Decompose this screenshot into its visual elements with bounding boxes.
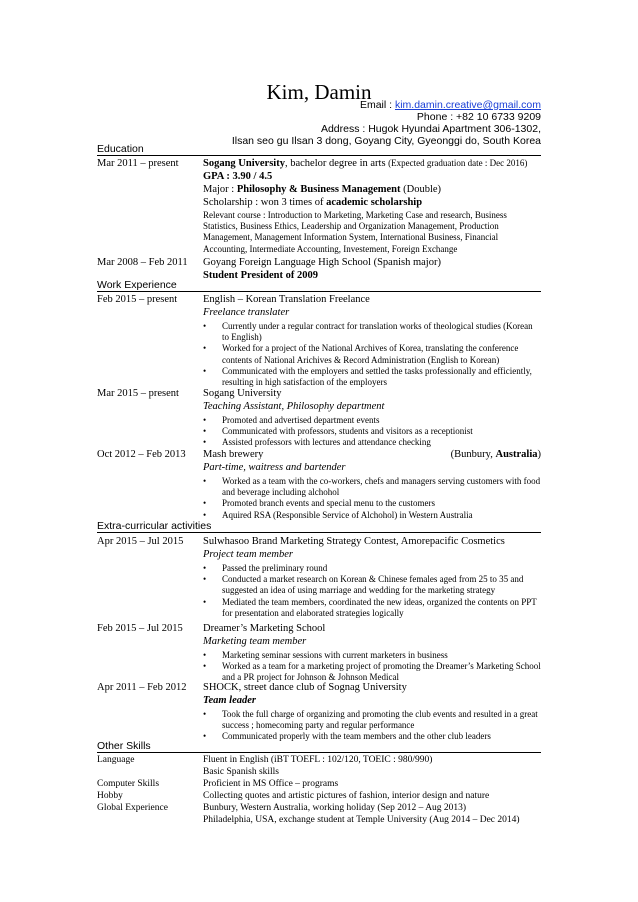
section-education-heading: Education [97, 143, 541, 156]
education-1-content [203, 157, 541, 255]
extra-2-date: Feb 2015 – Jul 2015 [97, 623, 183, 634]
location: (Bunbury, Australia) [450, 449, 541, 460]
bullet-item: • Communicated with the employers and settled the tasks professionally and efficiently, resulting in high satisfaction of the employers [203, 366, 541, 388]
bullet-item: • Promoted and advertised department events [203, 415, 541, 426]
activity-role: Team leader [203, 695, 256, 706]
extra-1-date: Apr 2015 – Jul 2015 [97, 536, 184, 547]
global-experience-australia: Bunbury, Western Australia, working holiday (Sep 2012 – Aug 2013) [203, 803, 467, 813]
language-label: Language [97, 755, 135, 765]
hobby-content: Collecting quotes and artistic pictures of fashion, interior design and nature [203, 791, 490, 801]
activity-role: Project team member [203, 549, 293, 560]
school-name: Goyang Foreign Language High School (Spanish major) [203, 257, 441, 268]
address-line-2: Ilsan seo gu Ilsan 3 dong, Goyang City, Gyeonggi do, South Korea [231, 135, 541, 147]
organization: Sogang University [203, 388, 282, 399]
gpa: GPA : 3.90 / 4.5 [203, 171, 273, 182]
organization: Sulwhasoo Brand Marketing Strategy Contest, Amorepacific Cosmetics [203, 536, 505, 547]
organization: English – Korean Translation Freelance [203, 294, 370, 305]
job-role: Teaching Assistant, Philosophy department [203, 401, 385, 412]
bullet-item: • Worked as a team for a marketing project of promoting the Dreamer’s Marketing School and a PR project for Johnson & Johnson Medical [203, 661, 541, 683]
work-1-content [203, 293, 541, 388]
bullet-item: • Aquired RSA (Responsible Service of Alchohol) in Western Australia [203, 510, 541, 521]
section-work-heading: Work Experience [97, 279, 541, 292]
bullet-item: • Assisted professors with lectures and attendance checking [203, 437, 541, 448]
extra-3-content [203, 681, 541, 743]
section-skills-heading: Other Skills [97, 740, 541, 753]
extra-1-content [203, 535, 541, 619]
graduation-date: (Expected graduation date : Dec 2016) [388, 158, 528, 168]
language-english: Fluent in English (iBT TOEFL : 102/120, TOEIC : 980/990) [203, 755, 433, 765]
organization: Mash brewery [203, 449, 264, 460]
bullet-item: • Marketing seminar sessions with current marketers in business [203, 650, 541, 661]
bullet-item: • Promoted branch events and special menu to the customers [203, 498, 541, 509]
education-1-date: Mar 2011 – present [97, 158, 179, 169]
work-3-date: Oct 2012 – Feb 2013 [97, 449, 186, 460]
global-experience-content [203, 803, 541, 826]
bullet-item: • Worked as a team with the co-workers, chefs and managers serving customers with food and beverage including alchohol [203, 476, 541, 498]
email-label: Email : [359, 99, 395, 111]
organization: SHOCK, street dance club of Sognag University [203, 682, 407, 693]
resume-name: Kim, Damin [266, 80, 372, 104]
student-role: Student President of 2009 [203, 270, 319, 281]
email-link[interactable]: kim.damin.creative@gmail.com [394, 99, 541, 111]
major: Major : Philosophy & Business Management (Double) [203, 184, 442, 195]
job-role: Part-time, waitress and bartender [203, 462, 346, 473]
address-line-1: Address : Hugok Hyundai Apartment 306-1302, [320, 123, 541, 135]
organization: Dreamer’s Marketing School [203, 623, 326, 634]
work-2-date: Mar 2015 – present [97, 388, 179, 399]
phone-line: Phone : +82 10 6733 9209 [416, 111, 541, 123]
computer-skills-content: Proficient in MS Office – programs [203, 779, 339, 789]
job-role: Freelance translater [203, 307, 290, 318]
bullet-item: • Conducted a market research on Korean & Chinese females aged from 25 to 35 and suggested an idea of using marriage and wedding for the marketing strategy [203, 574, 541, 596]
extra-2-content [203, 622, 541, 684]
work-3-content [203, 448, 541, 521]
bullet-item: • Took the full charge of organizing and promoting the club events and resulted in a great success ; homecoming party and regular performance [203, 709, 541, 731]
work-1-date: Feb 2015 – present [97, 294, 178, 305]
activity-role: Marketing team member [203, 636, 307, 647]
bullet-item: • Currently under a regular contract for translation works of theological studies (Korean to English) [203, 321, 541, 343]
education-2-date: Mar 2008 – Feb 2011 [97, 257, 188, 268]
bullet-item: • Communicated properly with the team members and the other club leaders [203, 731, 541, 742]
bullet-item: • Passed the preliminary round [203, 563, 541, 574]
scholarship: Scholarship : won 3 times of academic scholarship [203, 197, 423, 208]
language-spanish: Basic Spanish skills [203, 766, 280, 777]
relevant-courses: Relevant course : Introduction to Marketing, Marketing Case and research, Business Statistics, Business Ethics, Leadership and Organization Management, Production Management, Management Information System, International Business, Financial Accounting, Intermediate Accounting, Investement, Foreign Exchange [203, 210, 507, 254]
bullet-item: • Communicated with professors, students and visitors as a receptionist [203, 426, 541, 437]
global-experience-usa: Philadelphia, USA, exchange student at Temple University (Aug 2014 – Dec 2014) [203, 814, 520, 825]
school-name: Sogang University [203, 158, 285, 169]
bullet-item: • Worked for a project of the National Archives of Korea, translating the conference contents of National Arichives & Record Administration (English to Korean) [203, 343, 541, 365]
computer-skills-label: Computer Skills [97, 779, 160, 789]
bullet-item: • Mediated the team members, coordinated the new ideas, organized the contents on PPT for presentation and elaborated strategies logically [203, 597, 541, 619]
degree: , bachelor degree in arts [284, 158, 389, 169]
language-content [203, 755, 541, 778]
work-2-content [203, 387, 541, 449]
hobby-label: Hobby [97, 791, 123, 801]
global-experience-label: Global Experience [97, 803, 168, 813]
extra-3-date: Apr 2011 – Feb 2012 [97, 682, 187, 693]
section-extracurricular-heading: Extra-curricular activities [97, 520, 541, 533]
